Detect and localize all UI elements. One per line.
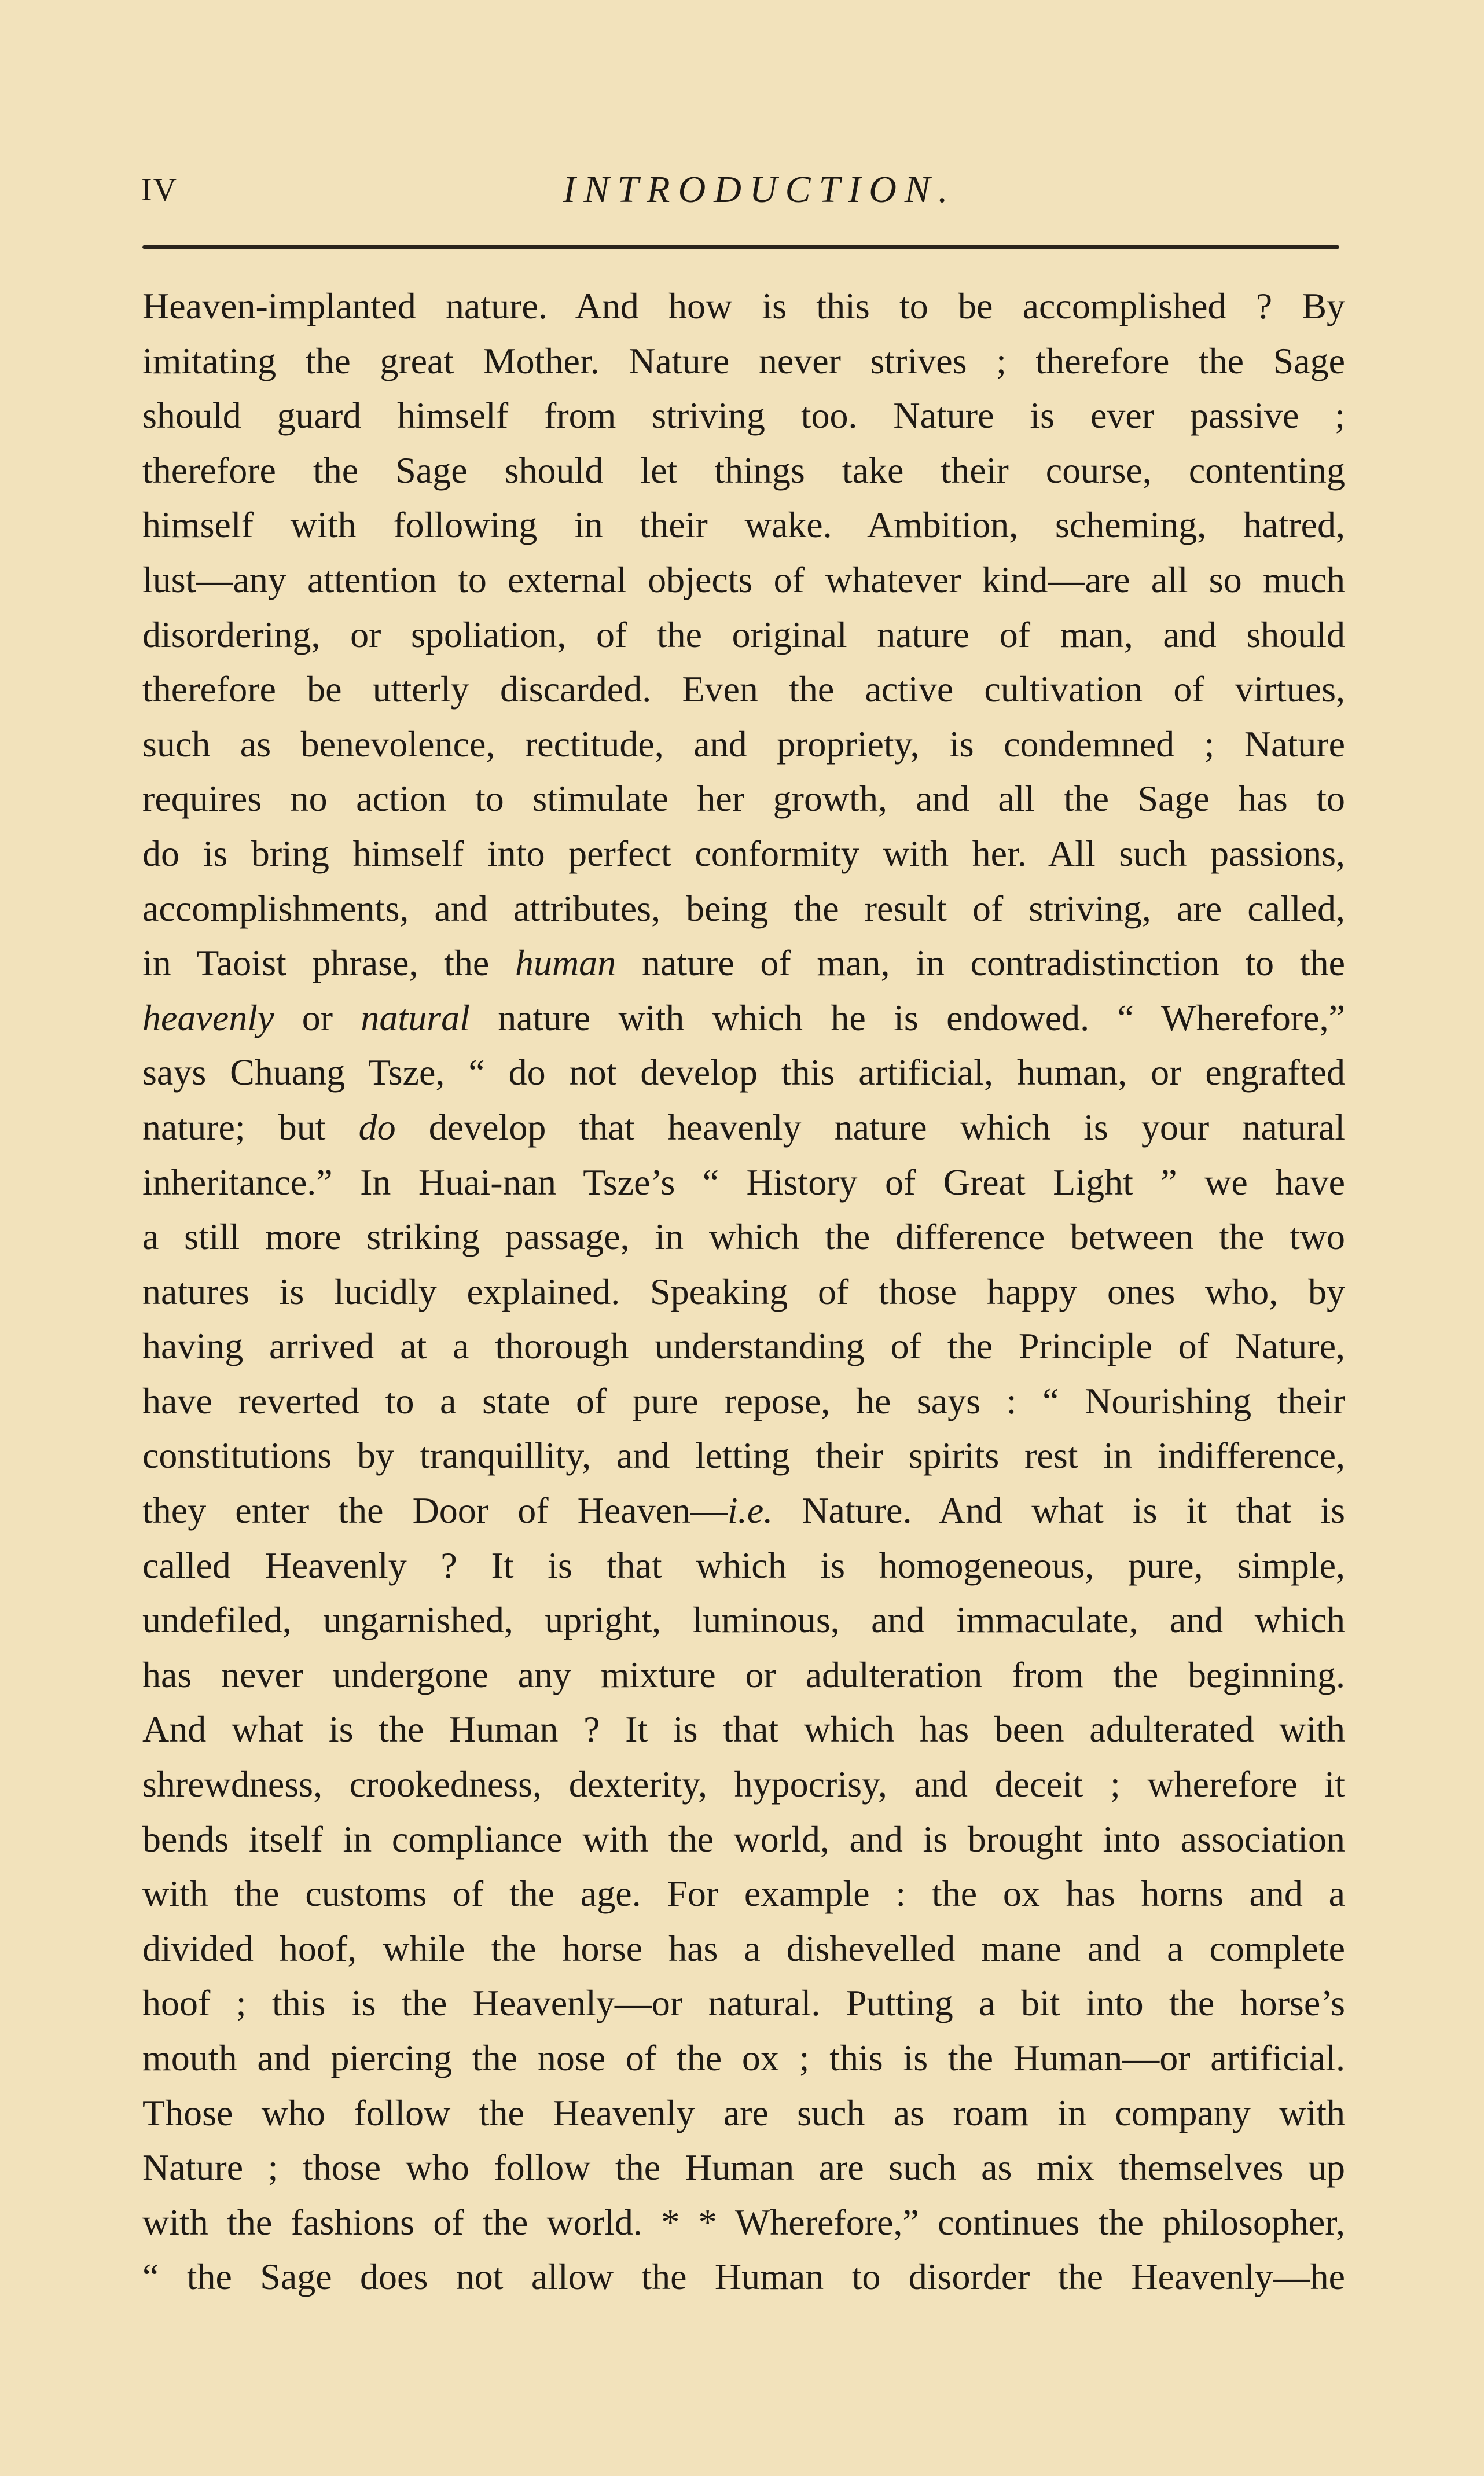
text-segment: “ the Sage does not allow the Human to disorder the Heavenly—he xyxy=(142,2256,1345,2298)
text-segment: lust—any attention to external objects of whatever kind—are all so much xyxy=(142,559,1345,600)
text-segment: disordering, or spoliation, of the original nature of man, and should xyxy=(142,614,1345,655)
text-line xyxy=(142,279,1345,334)
text-segment: therefore be utterly discarded. Even the active cultivation of virtues, xyxy=(142,668,1345,710)
text-line xyxy=(142,1702,1345,1757)
text-line xyxy=(142,498,1345,553)
text-segment: develop that heavenly nature which is your natural xyxy=(395,1106,1346,1148)
text-line xyxy=(142,1319,1345,1374)
text-line xyxy=(142,1155,1345,1210)
text-segment: requires no action to stimulate her growth, and all the Sage has to xyxy=(142,778,1345,820)
text-line xyxy=(142,1045,1345,1100)
text-line xyxy=(142,1210,1345,1265)
text-segment: a still more striking passage, in which the difference between the two xyxy=(142,1216,1345,1258)
text-line xyxy=(142,1976,1345,2031)
text-line xyxy=(142,2031,1345,2086)
text-segment: divided hoof, while the horse has a dishevelled mane and a complete xyxy=(142,1927,1345,1969)
italic-text: heavenly xyxy=(142,997,274,1038)
text-segment: nature; but xyxy=(142,1106,359,1148)
page-number: IV xyxy=(141,172,178,208)
body-text xyxy=(142,279,1345,2305)
text-segment: Heaven-implanted nature. And how is this to be accomplished ? By xyxy=(142,285,1345,326)
text-segment: with the fashions of the world. * * Wherefore,” continues the philosopher, xyxy=(142,2201,1345,2243)
text-segment: accomplishments, and attributes, being the result of striving, are called, xyxy=(142,887,1345,929)
text-segment: himself with following in their wake. Ambition, scheming, hatred, xyxy=(142,504,1345,546)
text-segment: nature of man, in contradistinction to the xyxy=(616,942,1346,984)
text-line xyxy=(142,991,1345,1046)
text-segment: they enter the Door of Heaven— xyxy=(142,1490,728,1531)
text-line xyxy=(142,1265,1345,1320)
text-line xyxy=(142,2195,1345,2250)
text-segment: in Taoist phrase, the xyxy=(142,942,515,984)
text-line xyxy=(142,1538,1345,1593)
text-segment: has never undergone any mixture or adulteration from the beginning. xyxy=(142,1654,1345,1695)
text-line xyxy=(142,662,1345,717)
text-line xyxy=(142,1428,1345,1483)
text-segment: undefiled, ungarnished, upright, luminous, and immaculate, and which xyxy=(142,1599,1345,1641)
text-line xyxy=(142,1922,1345,1977)
text-segment: natures is lucidly explained. Speaking of those happy ones who, by xyxy=(142,1270,1345,1312)
text-segment: imitating the great Mother. Nature never strives ; therefore the Sage xyxy=(142,340,1345,381)
text-line xyxy=(142,1100,1345,1155)
header-rule xyxy=(142,245,1339,249)
text-line xyxy=(142,2086,1345,2141)
text-line xyxy=(142,443,1345,498)
text-segment: having arrived at a thorough understanding of the Principle of Nature, xyxy=(142,1325,1345,1367)
text-line xyxy=(142,334,1345,389)
text-line xyxy=(142,936,1345,991)
text-line xyxy=(142,553,1345,608)
text-segment: And what is the Human ? It is that which has been adulterated with xyxy=(142,1709,1345,1750)
text-line xyxy=(142,388,1345,443)
text-segment: hoof ; this is the Heavenly—or natural. Putting a bit into the horse’s xyxy=(142,1982,1345,2024)
text-line xyxy=(142,1757,1345,1812)
text-segment: with the customs of the age. For example : the ox has horns and a xyxy=(142,1873,1345,1915)
running-head-title: INTRODUCTION. xyxy=(563,168,956,211)
italic-text: human xyxy=(515,942,616,984)
text-segment: says Chuang Tsze, “ do not develop this artificial, human, or engrafted xyxy=(142,1052,1345,1093)
text-line xyxy=(142,2250,1345,2305)
text-segment: inheritance.” In Huai-nan Tsze’s “ History of Great Light ” we have xyxy=(142,1161,1345,1203)
text-segment: Those who follow the Heavenly are such as roam in company with xyxy=(142,2092,1345,2133)
text-segment: Nature. And what is it that is xyxy=(773,1490,1345,1531)
text-segment: called Heavenly ? It is that which is homogeneous, pure, simple, xyxy=(142,1544,1345,1586)
text-line xyxy=(142,1374,1345,1429)
text-line xyxy=(142,1593,1345,1648)
text-segment: such as benevolence, rectitude, and propriety, is condemned ; Nature xyxy=(142,723,1345,765)
text-segment: mouth and piercing the nose of the ox ; this is the Human—or artificial. xyxy=(142,2037,1345,2078)
text-segment: should guard himself from striving too. Nature is ever passive ; xyxy=(142,395,1345,436)
italic-text: do xyxy=(358,1106,396,1148)
text-line xyxy=(142,608,1345,663)
text-line xyxy=(142,717,1345,772)
italic-text: i.e. xyxy=(728,1490,773,1531)
text-line xyxy=(142,1648,1345,1703)
text-line xyxy=(142,1812,1345,1867)
text-segment: do is bring himself into perfect conformity with her. All such passions, xyxy=(142,832,1345,874)
text-line xyxy=(142,881,1345,936)
text-segment: bends itself in compliance with the world, and is brought into association xyxy=(142,1818,1345,1860)
text-line xyxy=(142,826,1345,881)
text-segment: have reverted to a state of pure repose, he says : “ Nourishing their xyxy=(142,1380,1345,1421)
text-segment: shrewdness, crookedness, dexterity, hypocrisy, and deceit ; wherefore it xyxy=(142,1764,1345,1805)
text-line xyxy=(142,772,1345,826)
text-segment: therefore the Sage should let things take their course, contenting xyxy=(142,449,1345,491)
text-segment: or xyxy=(274,997,361,1038)
text-segment: Nature ; those who follow the Human are such as mix themselves up xyxy=(142,2147,1345,2188)
text-line xyxy=(142,2140,1345,2195)
text-segment: nature with which he is endowed. “ Wherefore,” xyxy=(469,997,1346,1038)
text-line xyxy=(142,1483,1345,1538)
text-segment: constitutions by tranquillity, and letting their spirits rest in indifference, xyxy=(142,1435,1345,1476)
italic-text: natural xyxy=(361,997,470,1038)
text-line xyxy=(142,1867,1345,1922)
